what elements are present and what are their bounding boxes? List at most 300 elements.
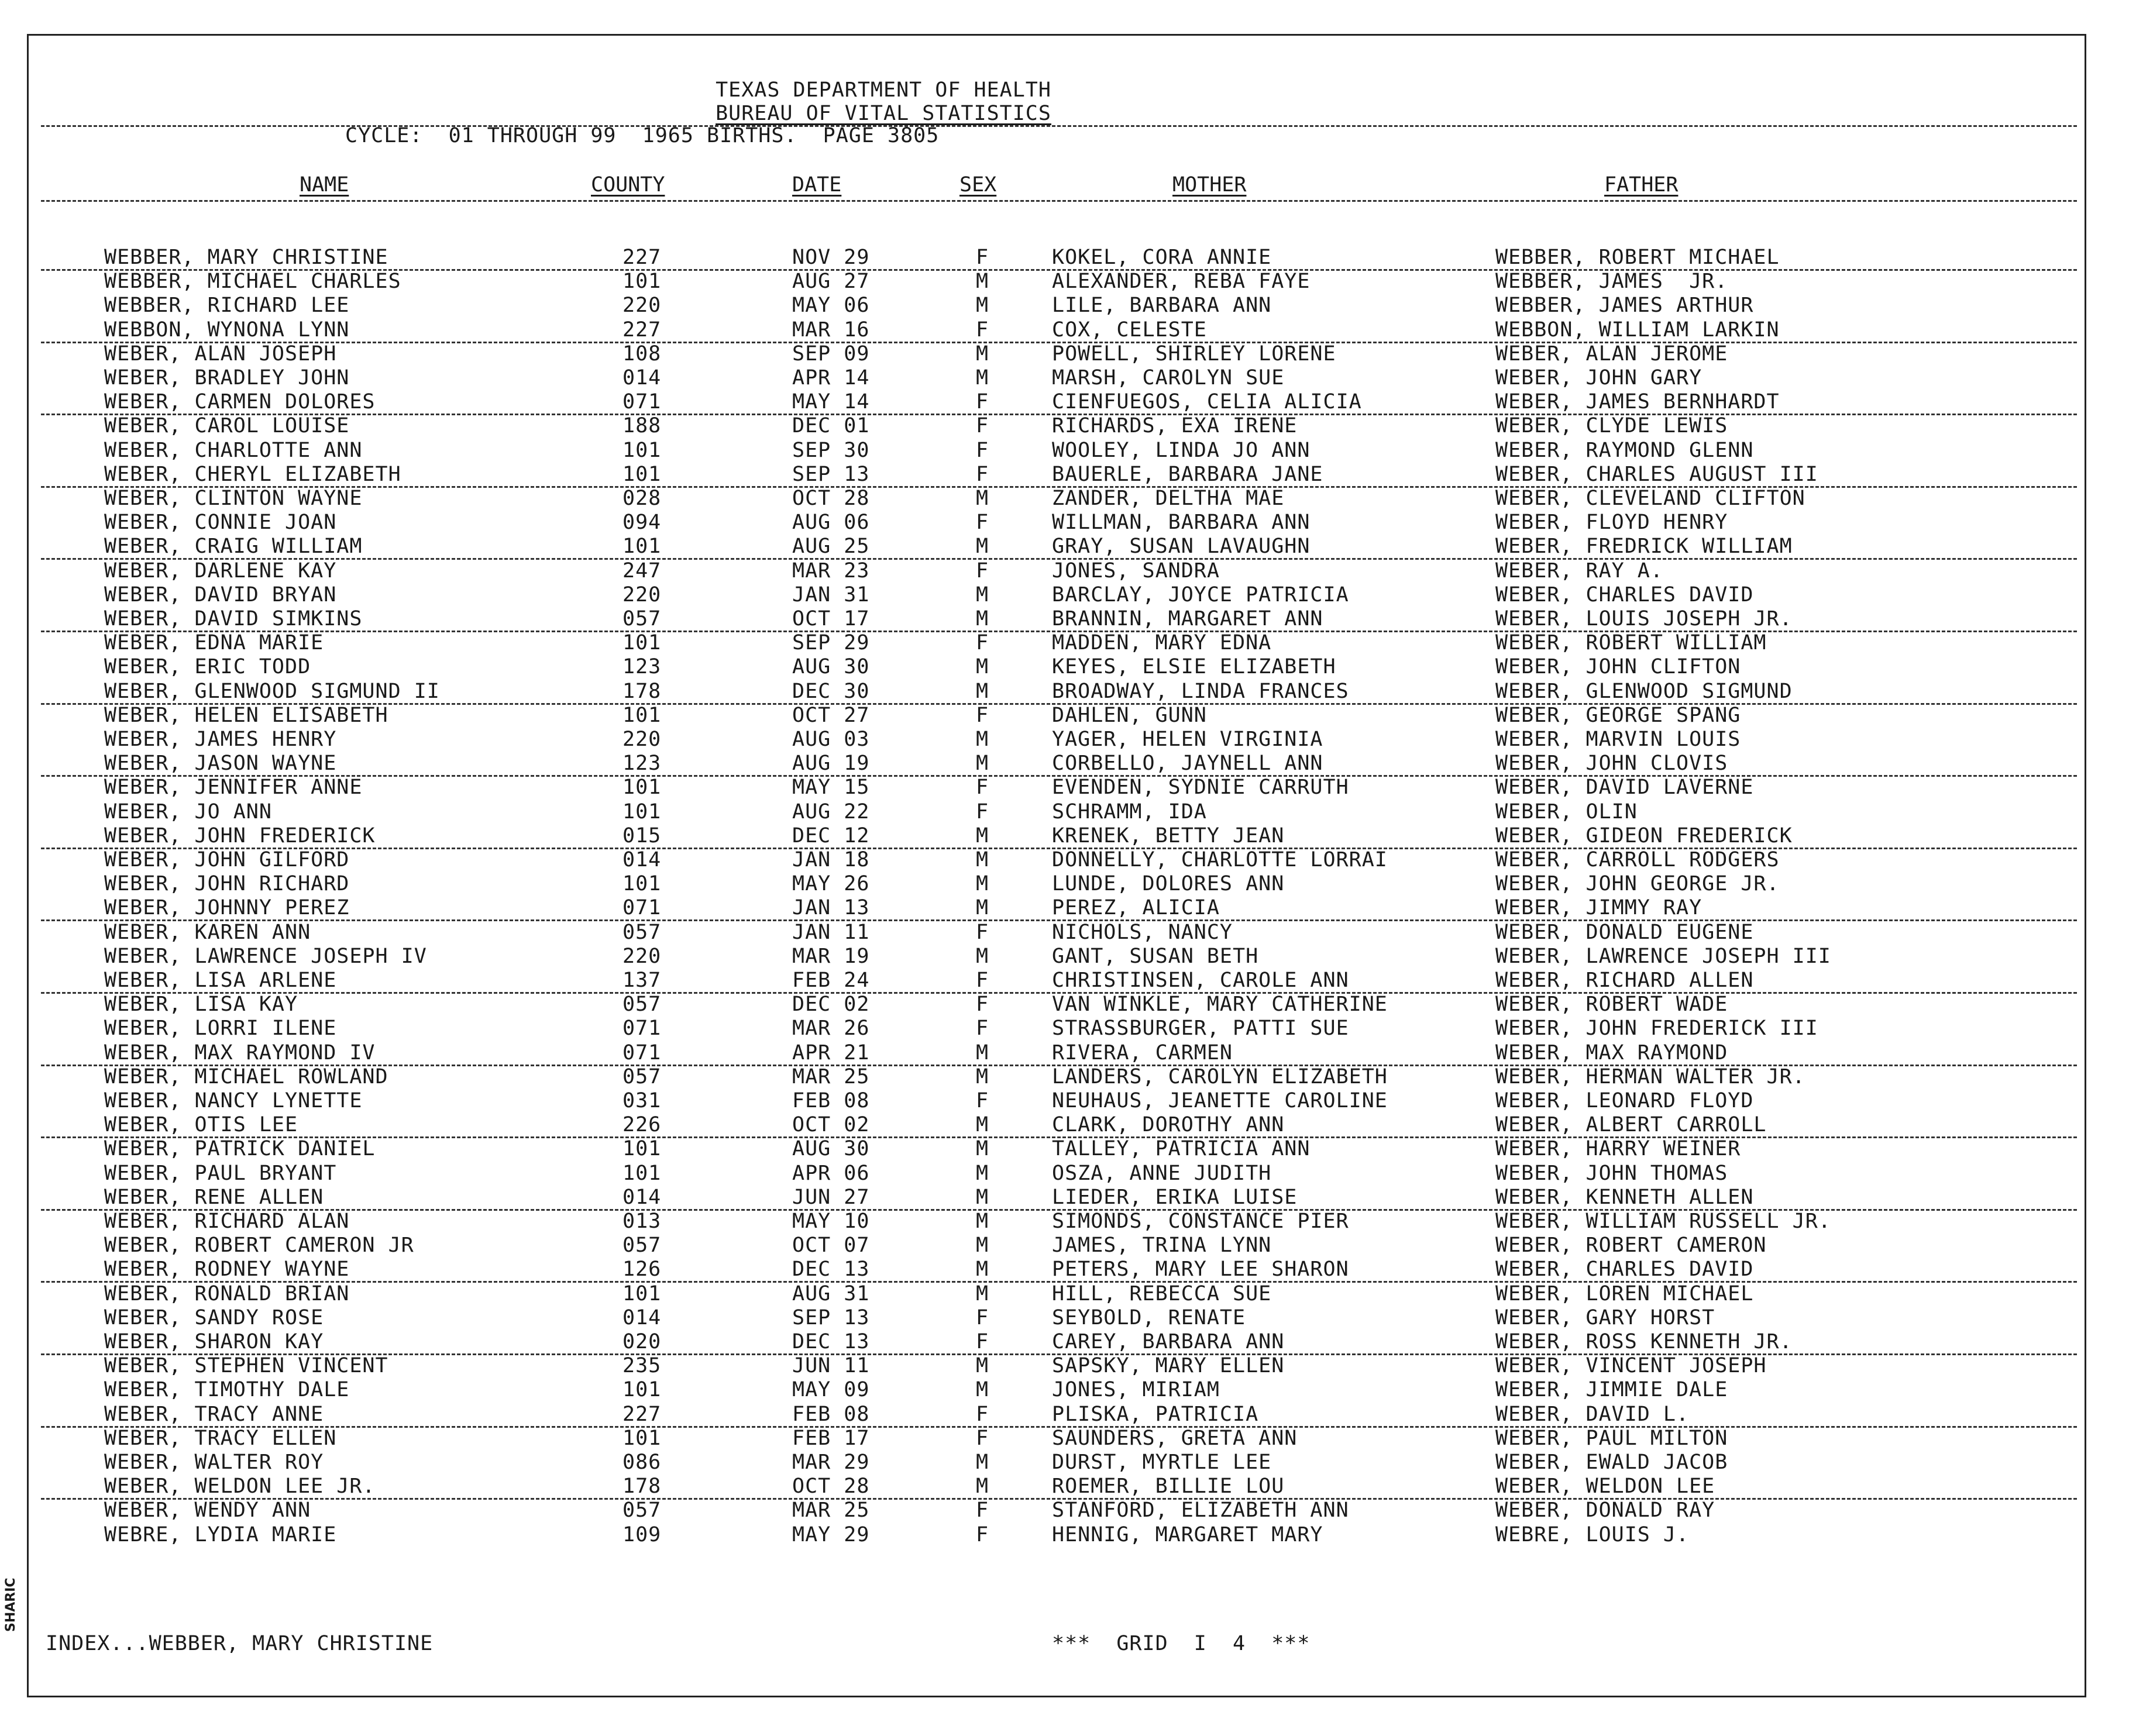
record-father: WEBER, EWALD JACOB xyxy=(1495,1451,1728,1474)
record-mother: DONNELLY, CHARLOTTE LORRAI xyxy=(1052,848,1388,872)
record-county: 101 xyxy=(622,703,662,727)
table-row xyxy=(0,1258,2129,1282)
record-county: 101 xyxy=(622,1378,662,1402)
record-name: WEBER, PATRICK DANIEL xyxy=(104,1137,376,1161)
record-county: 247 xyxy=(622,559,662,583)
side-tag: SHARIC xyxy=(4,1577,18,1632)
record-sex: M xyxy=(976,824,989,848)
record-county: 126 xyxy=(622,1258,662,1282)
table-row xyxy=(0,655,2129,679)
record-name: WEBER, TIMOTHY DALE xyxy=(104,1378,350,1402)
table-row xyxy=(0,1234,2129,1258)
record-date: OCT 17 xyxy=(792,607,870,631)
record-father: WEBER, MARVIN LOUIS xyxy=(1495,728,1741,751)
record-county: 086 xyxy=(622,1451,662,1474)
record-county: 137 xyxy=(622,969,662,992)
record-sex: M xyxy=(976,872,989,896)
record-mother: BARCLAY, JOYCE PATRICIA xyxy=(1052,583,1349,607)
record-name: WEBER, BRADLEY JOHN xyxy=(104,366,350,390)
record-mother: PLISKA, PATRICIA xyxy=(1052,1402,1259,1426)
record-date: MAY 10 xyxy=(792,1210,870,1233)
record-date: JUN 27 xyxy=(792,1185,870,1209)
record-sex: F xyxy=(976,438,989,462)
record-date: SEP 30 xyxy=(792,438,870,462)
record-county: 101 xyxy=(622,462,662,486)
record-name: WEBER, NANCY LYNETTE xyxy=(104,1089,363,1112)
record-father: WEBER, CHARLES AUGUST III xyxy=(1495,462,1818,486)
table-row xyxy=(0,463,2129,487)
record-sex: F xyxy=(976,511,989,535)
record-county: 123 xyxy=(622,655,662,679)
record-county: 057 xyxy=(622,920,662,944)
record-mother: KEYES, ELSIE ELIZABETH xyxy=(1052,655,1336,679)
table-row xyxy=(0,1354,2129,1378)
record-name: WEBER, CHARLOTTE ANN xyxy=(104,438,363,462)
record-name: WEBER, DAVID SIMKINS xyxy=(104,607,363,631)
record-father: WEBRE, LOUIS J. xyxy=(1495,1523,1690,1546)
record-mother: SEYBOLD, RENATE xyxy=(1052,1306,1246,1329)
record-mother: STRASSBURGER, PATTI SUE xyxy=(1052,1017,1349,1041)
table-row xyxy=(0,511,2129,535)
record-mother: GANT, SUSAN BETH xyxy=(1052,944,1259,968)
record-name: WEBER, ERIC TODD xyxy=(104,655,311,679)
record-mother: PETERS, MARY LEE SHARON xyxy=(1052,1258,1349,1282)
record-name: WEBER, EDNA MARIE xyxy=(104,631,324,655)
record-name: WEBER, JO ANN xyxy=(104,800,272,824)
record-sex: F xyxy=(976,969,989,992)
record-name: WEBER, SANDY ROSE xyxy=(104,1306,324,1329)
record-sex: M xyxy=(976,535,989,559)
record-mother: CHRISTINSEN, CAROLE ANN xyxy=(1052,969,1349,992)
table-row xyxy=(0,414,2129,438)
record-father: WEBER, WELDON LEE xyxy=(1495,1475,1715,1499)
table-row xyxy=(0,294,2129,318)
record-name: WEBER, STEPHEN VINCENT xyxy=(104,1354,388,1378)
record-mother: SCHRAMM, IDA xyxy=(1052,800,1207,824)
record-date: MAY 15 xyxy=(792,776,870,800)
record-mother: NEUHAUS, JEANETTE CAROLINE xyxy=(1052,1089,1388,1112)
record-county: 071 xyxy=(622,1017,662,1041)
table-row xyxy=(0,1451,2129,1475)
record-father: WEBER, JOHN GARY xyxy=(1495,366,1702,390)
record-mother: RIVERA, CARMEN xyxy=(1052,1041,1233,1065)
record-father: WEBER, ROBERT WADE xyxy=(1495,993,1728,1017)
record-sex: M xyxy=(976,1354,989,1378)
table-row xyxy=(0,1427,2129,1451)
record-date: MAY 14 xyxy=(792,390,870,414)
record-mother: ROEMER, BILLIE LOU xyxy=(1052,1475,1285,1499)
record-sex: M xyxy=(976,896,989,920)
table-row xyxy=(0,872,2129,896)
record-sex: M xyxy=(976,1185,989,1209)
record-mother: LIEDER, ERIKA LUISE xyxy=(1052,1185,1298,1209)
record-mother: ALEXANDER, REBA FAYE xyxy=(1052,270,1311,294)
record-sex: F xyxy=(976,414,989,438)
record-mother: WILLMAN, BARBARA ANN xyxy=(1052,511,1311,535)
record-sex: F xyxy=(976,1089,989,1112)
record-sex: M xyxy=(976,294,989,318)
table-row xyxy=(0,1017,2129,1041)
record-sex: F xyxy=(976,1306,989,1329)
record-father: WEBER, DONALD RAY xyxy=(1495,1499,1715,1523)
table-row xyxy=(0,1089,2129,1113)
record-name: WEBER, WENDY ANN xyxy=(104,1499,311,1523)
record-name: WEBER, DAVID BRYAN xyxy=(104,583,337,607)
record-name: WEBER, JOHN RICHARD xyxy=(104,872,350,896)
record-name: WEBER, TRACY ELLEN xyxy=(104,1426,337,1450)
record-date: SEP 13 xyxy=(792,462,870,486)
record-father: WEBER, MAX RAYMOND xyxy=(1495,1041,1728,1065)
header-bureau: BUREAU OF VITAL STATISTICS xyxy=(716,102,1051,125)
record-date: AUG 27 xyxy=(792,270,870,294)
record-sex: F xyxy=(976,993,989,1017)
record-sex: M xyxy=(976,1378,989,1402)
table-row xyxy=(0,535,2129,559)
record-name: WEBER, SHARON KAY xyxy=(104,1330,324,1353)
record-county: 226 xyxy=(622,1113,662,1137)
record-mother: DURST, MYRTLE LEE xyxy=(1052,1451,1272,1474)
record-date: MAR 16 xyxy=(792,318,870,342)
record-county: 101 xyxy=(622,1137,662,1161)
record-father: WEBER, JIMMIE DALE xyxy=(1495,1378,1728,1402)
record-name: WEBER, ALAN JOSEPH xyxy=(104,342,337,366)
record-father: WEBBER, JAMES JR. xyxy=(1495,270,1728,294)
record-date: DEC 13 xyxy=(792,1330,870,1353)
record-sex: M xyxy=(976,607,989,631)
record-date: AUG 19 xyxy=(792,752,870,776)
table-row xyxy=(0,800,2129,824)
record-date: MAR 26 xyxy=(792,1017,870,1041)
record-mother: HENNIG, MARGARET MARY xyxy=(1052,1523,1323,1546)
record-father: WEBER, JOHN CLIFTON xyxy=(1495,655,1741,679)
table-row xyxy=(0,752,2129,776)
record-name: WEBER, WELDON LEE JR. xyxy=(104,1475,376,1499)
record-county: 014 xyxy=(622,1306,662,1329)
record-mother: LILE, BARBARA ANN xyxy=(1052,294,1272,318)
table-row xyxy=(0,583,2129,607)
table-row xyxy=(0,342,2129,366)
table-row xyxy=(0,680,2129,704)
record-sex: M xyxy=(976,342,989,366)
record-county: 101 xyxy=(622,438,662,462)
record-mother: TALLEY, PATRICIA ANN xyxy=(1052,1137,1311,1161)
record-mother: SIMONDS, CONSTANCE PIER xyxy=(1052,1210,1349,1233)
record-mother: CLARK, DOROTHY ANN xyxy=(1052,1113,1285,1137)
record-father: WEBER, LAWRENCE JOSEPH III xyxy=(1495,944,1831,968)
record-father: WEBER, RAYMOND GLENN xyxy=(1495,438,1754,462)
record-sex: M xyxy=(976,1234,989,1258)
column-header-name: NAME xyxy=(300,173,349,197)
record-father: WEBER, CLEVELAND CLIFTON xyxy=(1495,487,1805,510)
record-name: WEBER, MICHAEL ROWLAND xyxy=(104,1065,388,1089)
record-name: WEBER, CRAIG WILLIAM xyxy=(104,535,363,559)
table-row xyxy=(0,1378,2129,1402)
column-header-mother: MOTHER xyxy=(1172,173,1247,197)
record-county: 188 xyxy=(622,414,662,438)
record-mother: CIENFUEGOS, CELIA ALICIA xyxy=(1052,390,1362,414)
column-header-date: DATE xyxy=(792,173,842,197)
table-row xyxy=(0,439,2129,463)
record-mother: ZANDER, DELTHA MAE xyxy=(1052,487,1285,510)
record-date: AUG 25 xyxy=(792,535,870,559)
record-date: OCT 07 xyxy=(792,1234,870,1258)
record-county: 227 xyxy=(622,318,662,342)
record-date: APR 21 xyxy=(792,1041,870,1065)
record-father: WEBER, CLYDE LEWIS xyxy=(1495,414,1728,438)
record-date: OCT 28 xyxy=(792,487,870,510)
column-header-father: FATHER xyxy=(1604,173,1679,197)
record-county: 015 xyxy=(622,824,662,848)
record-father: WEBER, GIDEON FREDERICK xyxy=(1495,824,1793,848)
record-date: OCT 28 xyxy=(792,1475,870,1499)
record-sex: F xyxy=(976,318,989,342)
record-county: 057 xyxy=(622,1234,662,1258)
record-county: 057 xyxy=(622,607,662,631)
record-county: 013 xyxy=(622,1210,662,1233)
record-name: WEBER, RODNEY WAYNE xyxy=(104,1258,350,1282)
record-county: 109 xyxy=(622,1523,662,1546)
record-name: WEBER, LISA ARLENE xyxy=(104,969,337,992)
record-county: 235 xyxy=(622,1354,662,1378)
record-sex: M xyxy=(976,270,989,294)
record-county: 178 xyxy=(622,1475,662,1499)
record-sex: F xyxy=(976,390,989,414)
record-date: MAR 19 xyxy=(792,944,870,968)
table-row xyxy=(0,1475,2129,1499)
table-row xyxy=(0,896,2129,920)
cycle-line: CYCLE: 01 THROUGH 99 1965 BIRTHS. PAGE 3805 xyxy=(345,124,940,147)
record-mother: JONES, SANDRA xyxy=(1052,559,1220,583)
record-date: MAY 06 xyxy=(792,294,870,318)
record-sex: F xyxy=(976,559,989,583)
record-name: WEBBON, WYNONA LYNN xyxy=(104,318,350,342)
record-father: WEBER, RAY A. xyxy=(1495,559,1663,583)
record-sex: F xyxy=(976,800,989,824)
record-sex: F xyxy=(976,462,989,486)
record-father: WEBER, JOHN THOMAS xyxy=(1495,1161,1728,1185)
record-date: DEC 13 xyxy=(792,1258,870,1282)
table-row xyxy=(0,1137,2129,1161)
record-father: WEBER, FLOYD HENRY xyxy=(1495,511,1728,535)
record-father: WEBER, JIMMY RAY xyxy=(1495,896,1702,920)
record-date: OCT 27 xyxy=(792,703,870,727)
record-sex: F xyxy=(976,1330,989,1353)
record-county: 220 xyxy=(622,294,662,318)
record-date: MAY 09 xyxy=(792,1378,870,1402)
record-father: WEBER, GEORGE SPANG xyxy=(1495,703,1741,727)
record-county: 014 xyxy=(622,848,662,872)
record-sex: M xyxy=(976,487,989,510)
table-row xyxy=(0,969,2129,993)
table-row xyxy=(0,607,2129,631)
record-father: WEBER, VINCENT JOSEPH xyxy=(1495,1354,1767,1378)
record-sex: M xyxy=(976,655,989,679)
record-mother: STANFORD, ELIZABETH ANN xyxy=(1052,1499,1349,1523)
table-row xyxy=(0,559,2129,583)
record-date: JAN 18 xyxy=(792,848,870,872)
record-father: WEBER, OLIN xyxy=(1495,800,1638,824)
record-name: WEBER, JOHNNY PEREZ xyxy=(104,896,350,920)
table-row xyxy=(0,366,2129,390)
record-name: WEBBER, MARY CHRISTINE xyxy=(104,246,388,269)
record-name: WEBER, GLENWOOD SIGMUND II xyxy=(104,679,440,703)
record-county: 227 xyxy=(622,246,662,269)
record-county: 101 xyxy=(622,800,662,824)
record-name: WEBER, JAMES HENRY xyxy=(104,728,337,751)
column-header-sex: SEX xyxy=(959,173,997,197)
record-mother: WOOLEY, LINDA JO ANN xyxy=(1052,438,1311,462)
record-sex: M xyxy=(976,752,989,776)
record-father: WEBER, WILLIAM RUSSELL JR. xyxy=(1495,1210,1831,1233)
table-row xyxy=(0,487,2129,511)
record-father: WEBER, LOUIS JOSEPH JR. xyxy=(1495,607,1793,631)
record-sex: M xyxy=(976,1113,989,1137)
table-row xyxy=(0,1523,2129,1547)
table-row xyxy=(0,1282,2129,1306)
record-date: AUG 30 xyxy=(792,1137,870,1161)
table-row xyxy=(0,1210,2129,1234)
record-mother: YAGER, HELEN VIRGINIA xyxy=(1052,728,1323,751)
record-county: 014 xyxy=(622,1185,662,1209)
record-date: FEB 24 xyxy=(792,969,870,992)
record-mother: KRENEK, BETTY JEAN xyxy=(1052,824,1285,848)
record-county: 101 xyxy=(622,535,662,559)
record-mother: BAUERLE, BARBARA JANE xyxy=(1052,462,1323,486)
record-date: DEC 12 xyxy=(792,824,870,848)
record-sex: M xyxy=(976,728,989,751)
record-mother: MARSH, CAROLYN SUE xyxy=(1052,366,1285,390)
record-sex: F xyxy=(976,246,989,269)
table-row xyxy=(0,1162,2129,1186)
record-father: WEBER, JAMES BERNHARDT xyxy=(1495,390,1780,414)
table-row xyxy=(0,848,2129,872)
column-header-county: COUNTY xyxy=(591,173,665,197)
record-name: WEBBER, RICHARD LEE xyxy=(104,294,350,318)
record-county: 014 xyxy=(622,366,662,390)
record-county: 101 xyxy=(622,270,662,294)
table-row xyxy=(0,1186,2129,1210)
record-name: WEBER, CARMEN DOLORES xyxy=(104,390,376,414)
record-name: WEBER, TRACY ANNE xyxy=(104,1402,324,1426)
record-county: 057 xyxy=(622,1065,662,1089)
record-name: WEBER, RENE ALLEN xyxy=(104,1185,324,1209)
record-father: WEBER, DAVID L. xyxy=(1495,1402,1690,1426)
record-sex: M xyxy=(976,366,989,390)
record-father: WEBER, CARROLL RODGERS xyxy=(1495,848,1780,872)
record-sex: F xyxy=(976,920,989,944)
record-name: WEBER, JASON WAYNE xyxy=(104,752,337,776)
record-mother: JAMES, TRINA LYNN xyxy=(1052,1234,1272,1258)
record-name: WEBER, ROBERT CAMERON JR xyxy=(104,1234,414,1258)
record-father: WEBER, FREDRICK WILLIAM xyxy=(1495,535,1793,559)
record-name: WEBER, RONALD BRIAN xyxy=(104,1282,350,1306)
record-county: 101 xyxy=(622,872,662,896)
record-sex: M xyxy=(976,1451,989,1474)
record-county: 227 xyxy=(622,1402,662,1426)
record-sex: F xyxy=(976,1426,989,1450)
record-mother: SAPSKY, MARY ELLEN xyxy=(1052,1354,1285,1378)
record-sex: F xyxy=(976,703,989,727)
record-father: WEBER, PAUL MILTON xyxy=(1495,1426,1728,1450)
record-county: 057 xyxy=(622,993,662,1017)
record-date: FEB 08 xyxy=(792,1089,870,1112)
record-sex: F xyxy=(976,776,989,800)
record-mother: BRANNIN, MARGARET ANN xyxy=(1052,607,1323,631)
record-father: WEBBER, JAMES ARTHUR xyxy=(1495,294,1754,318)
record-name: WEBER, JOHN GILFORD xyxy=(104,848,350,872)
record-date: DEC 01 xyxy=(792,414,870,438)
record-name: WEBER, CONNIE JOAN xyxy=(104,511,337,535)
record-county: 108 xyxy=(622,342,662,366)
record-county: 101 xyxy=(622,1282,662,1306)
record-date: APR 14 xyxy=(792,366,870,390)
record-county: 101 xyxy=(622,1426,662,1450)
record-sex: M xyxy=(976,1282,989,1306)
record-date: DEC 02 xyxy=(792,993,870,1017)
record-county: 094 xyxy=(622,511,662,535)
record-county: 071 xyxy=(622,1041,662,1065)
table-row xyxy=(0,993,2129,1017)
record-mother: MADDEN, MARY EDNA xyxy=(1052,631,1272,655)
record-name: WEBER, RICHARD ALAN xyxy=(104,1210,350,1233)
table-row xyxy=(0,776,2129,800)
record-father: WEBER, JOHN CLOVIS xyxy=(1495,752,1728,776)
table-row xyxy=(0,631,2129,655)
record-name: WEBER, CLINTON WAYNE xyxy=(104,487,363,510)
table-row xyxy=(0,704,2129,728)
record-sex: M xyxy=(976,679,989,703)
record-father: WEBER, HARRY WEINER xyxy=(1495,1137,1741,1161)
record-county: 220 xyxy=(622,728,662,751)
record-date: AUG 22 xyxy=(792,800,870,824)
table-row xyxy=(0,1113,2129,1137)
record-county: 220 xyxy=(622,944,662,968)
record-father: WEBER, ROBERT WILLIAM xyxy=(1495,631,1767,655)
record-name: WEBER, OTIS LEE xyxy=(104,1113,298,1137)
record-county: 028 xyxy=(622,487,662,510)
record-date: MAR 23 xyxy=(792,559,870,583)
record-name: WEBER, CAROL LOUISE xyxy=(104,414,350,438)
record-date: AUG 03 xyxy=(792,728,870,751)
record-mother: COX, CELESTE xyxy=(1052,318,1207,342)
record-mother: KOKEL, CORA ANNIE xyxy=(1052,246,1272,269)
record-county: 123 xyxy=(622,752,662,776)
record-father: WEBER, HERMAN WALTER JR. xyxy=(1495,1065,1805,1089)
record-name: WEBER, WALTER ROY xyxy=(104,1451,324,1474)
record-sex: M xyxy=(976,1258,989,1282)
record-mother: BROADWAY, LINDA FRANCES xyxy=(1052,679,1349,703)
record-mother: CORBELLO, JAYNELL ANN xyxy=(1052,752,1323,776)
record-date: FEB 17 xyxy=(792,1426,870,1450)
table-row xyxy=(0,1499,2129,1523)
record-sex: M xyxy=(976,583,989,607)
record-date: JAN 11 xyxy=(792,920,870,944)
record-name: WEBBER, MICHAEL CHARLES xyxy=(104,270,401,294)
record-name: WEBER, LISA KAY xyxy=(104,993,298,1017)
record-date: SEP 29 xyxy=(792,631,870,655)
record-name: WEBER, PAUL BRYANT xyxy=(104,1161,337,1185)
table-row xyxy=(0,318,2129,342)
header-department: TEXAS DEPARTMENT OF HEALTH xyxy=(716,78,1051,102)
record-name: WEBRE, LYDIA MARIE xyxy=(104,1523,337,1546)
record-name: WEBER, DARLENE KAY xyxy=(104,559,337,583)
record-father: WEBBON, WILLIAM LARKIN xyxy=(1495,318,1780,342)
record-date: MAR 25 xyxy=(792,1065,870,1089)
record-mother: PEREZ, ALICIA xyxy=(1052,896,1220,920)
record-father: WEBER, JOHN GEORGE JR. xyxy=(1495,872,1780,896)
record-county: 071 xyxy=(622,896,662,920)
table-row xyxy=(0,1330,2129,1354)
